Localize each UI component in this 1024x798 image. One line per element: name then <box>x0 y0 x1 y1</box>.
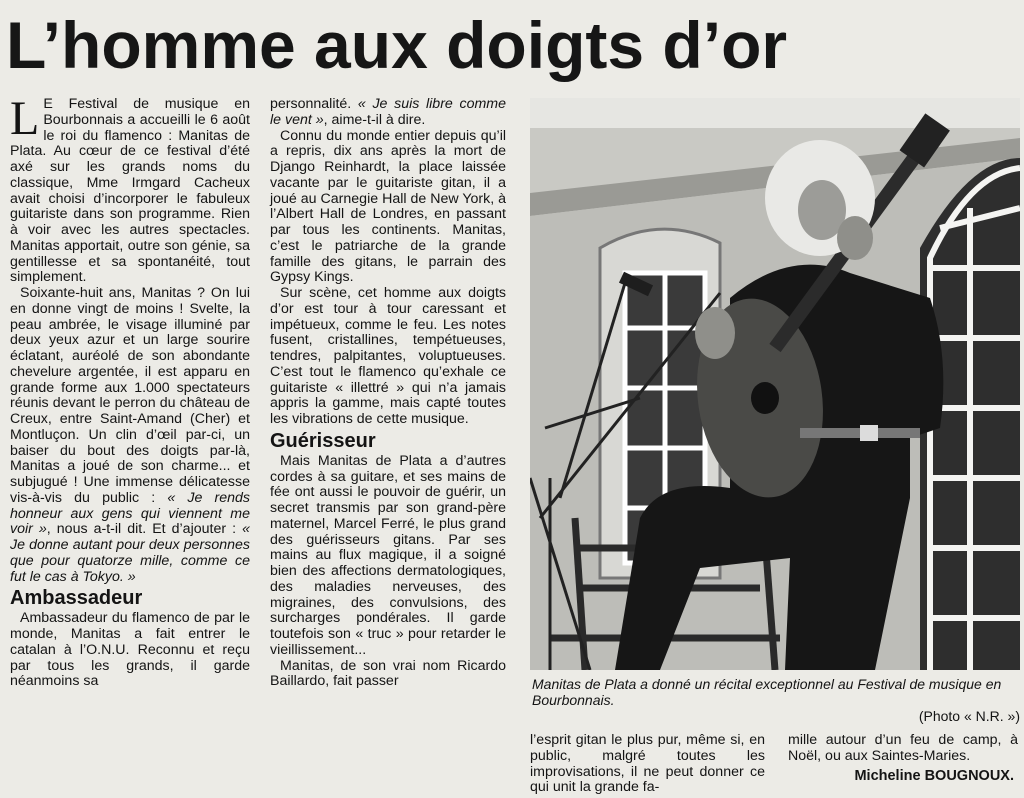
article-column-3 <box>530 733 765 796</box>
quote-tokyo: « Je donne autant pour deux personnes que pour quatorze mille, comme ce fut le cas à Tokyo. » <box>10 521 250 585</box>
paragraph-guerir: Mais Manitas de Plata a d’autres cordes à sa guitare, et ses mains de fée ont aussi le pouvoir de guérir, un secret transmis par son grand-père maternel, Marcel Ferré, le plus grand des guérisseurs gitans. Par ses mains au flux magique, il a soigné bien des affections dermatologiques, des maladies nerveuses, des migraines, des convulsions, des surcharges pondérales. Il garde toutefois son « truc » pour retarder le vieillissement... <box>270 452 506 658</box>
paragraph-esprit-gitan: l’esprit gitan le plus pur, même si, en public, malgré toutes les improvisations, il ne peut donner ce qui unit la grande fa- <box>530 732 765 796</box>
subhead-ambassadeur: Ambassadeur <box>10 587 143 610</box>
paragraph-famille: mille autour d’un feu de camp, à Noël, ou aux Saintes-Maries. <box>788 732 1018 764</box>
paragraph-vrai-nom: Manitas, de son vrai nom Ricardo Baillardo, fait passer <box>270 657 506 690</box>
paragraph-intro <box>10 92 250 286</box>
paragraph-portrait <box>10 286 250 585</box>
caption-text: Manitas de Plata a donné un récital exceptionnel au Festival de musique en Bourbonnais. <box>532 676 1002 708</box>
paragraph-ambassadeur: Ambassadeur du flamenco de par le monde, Manitas a fait entrer le catalan à l’O.N.U. Reconnu et reçu par tous les grands, il garde néanmoins sa <box>10 610 250 690</box>
article-column-4 <box>788 733 1018 765</box>
portrait-text-2: , nous a-t-il dit. Et d’ajouter : <box>46 521 243 538</box>
guitarist-photo-illustration <box>530 98 1020 670</box>
drop-cap: L <box>10 92 40 145</box>
article-column-2 <box>270 97 506 690</box>
photo-caption <box>532 676 1020 724</box>
libre-text: personnalité. <box>270 96 358 112</box>
concert-photo <box>530 98 1020 670</box>
paragraph-scene: Sur scène, cet homme aux doigts d’or est tour à tour caressant et impétueux, comme le feu. Les notes fusent, cristallines, tempétueuses, tendres, palpitantes, voluptueuses. C’est tout le flamenco qu’exhale ce guitariste « illettré » qui n’a jamais appris la gamme, mais capté toutes les vibrations de cette musique. <box>270 285 506 427</box>
article-column-1 <box>10 92 250 690</box>
paragraph-connu: Connu du monde entier depuis qu’il a repris, dix ans après la mort de Django Reinhardt, la place laissée vacante par le guitariste gitan, il a joué au Carnegie Hall de New York, à l’Albert Hall de Londres, en passant par tous les continents. Manitas, c’est le patriarche de la grande famille des gitans, le parrain des Gypsy Kings. <box>270 127 506 286</box>
photo-credit: (Photo « N.R. ») <box>918 708 1020 724</box>
headline: L’homme aux doigts d’or <box>6 8 788 82</box>
paragraph-libre <box>270 97 506 129</box>
author-signature: Micheline BOUGNOUX. <box>854 768 1014 784</box>
subhead-guerisseur: Guérisseur <box>270 429 376 452</box>
quote-libre: « Je suis libre comme le vent » <box>270 96 506 128</box>
libre-text-2: , aime-t-il à dire. <box>323 111 426 128</box>
quote-honneur: « Je rends honneur aux gens qui viennent me voir » <box>10 489 250 538</box>
portrait-text: Soixante-huit ans, Manitas ? On lui en donne vingt de moins ! Svelte, la peau ambrée, le visage illuminé par deux yeux azur et un large sourire éclatant, auréolé de son abondante chevelure argentée, il est apparu en grande forme aux 1.000 spectateurs réunis devant le perron du château de Creux, entre Saint-Amand (Cher) et Montluçon. Un clin d’œil par-ci, un baiser du bout des doigts par-là, Manitas a joué de son charme... et subjugué ! Une immense délicatesse vis-à-vis du public : <box>10 285 250 506</box>
intro-text: E Festival de musique en Bourbonnais a accueilli le 6 août le roi du flamenco : Manitas de Plata. Au cœur de ce festival d’été axé sur les grands noms du classique, Mme Irmgard Cacheux avait choisi d’incorporer le fabuleux guitariste dans son programme. Rien à voir avec les autres spectacles. Manitas apportait, outre son génie, sa gentillesse et sa spontanéité, tout simplement. <box>10 96 250 286</box>
